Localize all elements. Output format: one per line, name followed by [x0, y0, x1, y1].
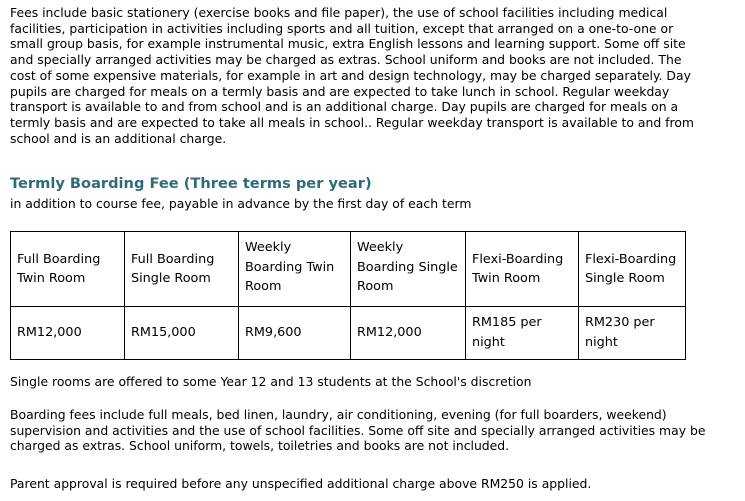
- fee-weekly-boarding-single: RM12,000: [351, 307, 466, 360]
- header-full-boarding-single: Full Boarding Single Room: [125, 232, 239, 307]
- header-weekly-boarding-single: Weekly Boarding Single Room: [351, 232, 466, 307]
- header-full-boarding-twin: Full Boarding Twin Room: [11, 232, 125, 307]
- table-header-row: [11, 232, 686, 307]
- header-flexi-boarding-twin: Flexi-Boarding Twin Room: [466, 232, 579, 307]
- fees-intro-paragraph: Fees include basic stationery (exercise books and file paper), the use of school facilities including medical facilities, participation in activities including sports and all tuition, except that arranged on a one-to-one or small group basis, for example instrumental music, extra English lessons and learning support. Some off site and specially arranged activities may be charged as extras. School uniform and books are not included. The cost of some expensive materials, for example in art and design technology, may be charged separately. Day pupils are charged for meals on a termly basis and are expected to take lunch in school. Regular weekday transport is available to and from school and is an additional charge. Day pupils are charged for meals on a termly basis and are expected to take all meals in school.. Regular weekday transport is available to and from school and is an additional charge.: [10, 5, 694, 146]
- boarding-fee-subtitle: in addition to course fee, payable in advance by the first day of each term: [10, 196, 472, 211]
- boarding-fee-heading: Termly Boarding Fee (Three terms per year): [10, 175, 372, 192]
- fee-full-boarding-twin: RM12,000: [11, 307, 125, 360]
- single-rooms-note: Single rooms are offered to some Year 12 and 13 students at the School's discretion: [10, 374, 532, 389]
- table-row: [11, 307, 686, 360]
- header-flexi-boarding-single: Flexi-Boarding Single Room: [579, 232, 686, 307]
- fee-flexi-boarding-single: RM230 per night: [579, 307, 686, 360]
- boarding-includes-note: Boarding fees include full meals, bed linen, laundry, air conditioning, evening (for full boarders, weekend) supervision and activities and the use of school facilities. Some off site and specially arranged activities may be charged as extras. School uniform, towels, toiletries and books are not included.: [10, 407, 706, 454]
- fee-flexi-boarding-twin: RM185 per night: [466, 307, 579, 360]
- boarding-fee-table: [10, 231, 686, 360]
- fee-weekly-boarding-twin: RM9,600: [239, 307, 351, 360]
- header-weekly-boarding-twin: Weekly Boarding Twin Room: [239, 232, 351, 307]
- fee-full-boarding-single: RM15,000: [125, 307, 239, 360]
- parent-approval-note: Parent approval is required before any unspecified additional charge above RM250 is applied.: [10, 476, 592, 491]
